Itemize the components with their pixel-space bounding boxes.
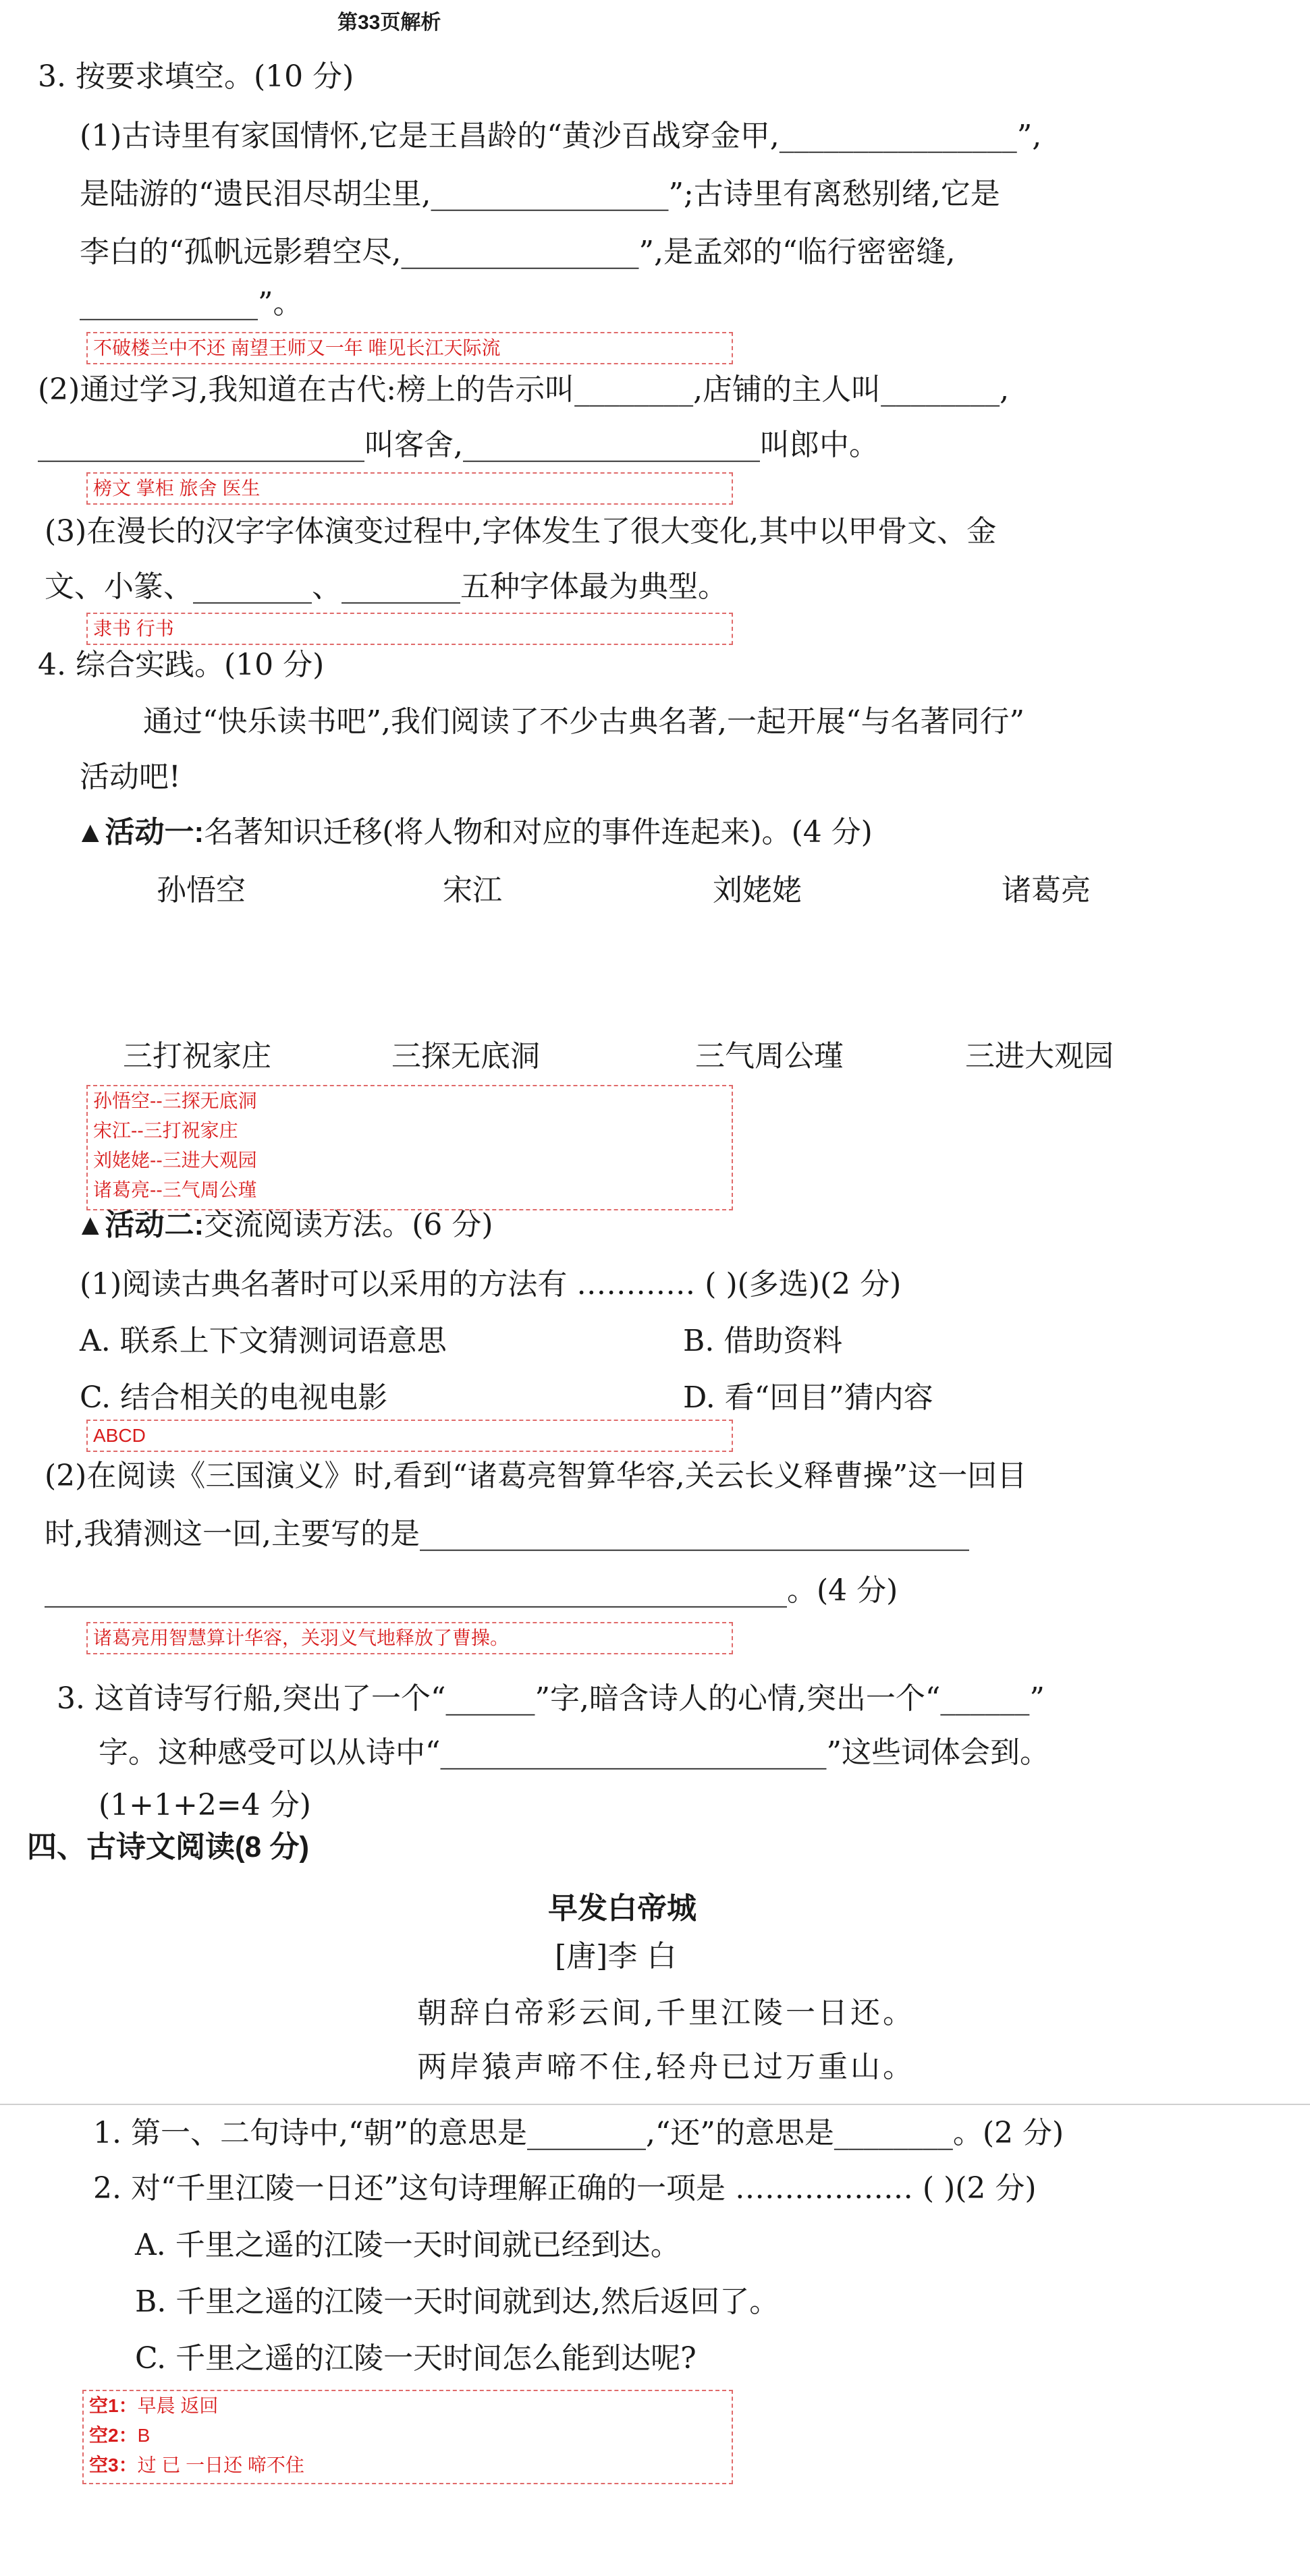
poem-option-b: B. 千里之遥的江陵一天时间就到达,然后返回了。 [135,2285,780,2319]
answer-line-3 [89,2451,726,2480]
q3-part3-line1: (3)在漫长的汉字字体演变过程中,字体发生了很大变化,其中以甲骨文、金 [45,514,997,549]
option-b: B. 借助资料 [683,1324,843,1358]
option-d: D. 看“回目”猜内容 [683,1380,933,1415]
answer-box-activity-2-2 [86,1622,733,1654]
answer-text: 榜文 掌柜 旅舍 医生 [93,478,261,499]
q4-intro-line2: 活动吧! [80,760,181,794]
activity-2-q2-line3: __________________________________________________。(4 分) [45,1573,898,1608]
activity-2-text: 交流阅读方法。(6 分) [204,1208,493,1242]
answer-text: 诸葛亮用智慧算计华容，关羽义气地释放了曹操。 [93,1627,510,1648]
poem-q1: 1. 第一、二句诗中,“朝”的意思是________,“还”的意思是________。(2 分) [93,2116,1064,2150]
activity-2-q2-line1: (2)在阅读《三国演义》时,看到“诸葛亮智算华容,关云长义释曹操”这一回目 [45,1459,1027,1493]
activity-1-text: 名著知识迁移(将人物和对应的事件连起来)。(4 分) [204,815,873,849]
activity-1-label: ▲活动一: [76,816,204,849]
answer-label: 空2： [89,2425,138,2446]
boat-q3-line3: (1+1+2=4 分) [99,1788,311,1822]
answer-box-q3-1 [86,332,733,364]
poem-line-1: 朝辞白帝彩云间,千里江陵一日还。 [417,1996,915,2030]
section-4-title: 四、古诗文阅读(8 分) [27,1830,309,1864]
answer-text: 隶书 行书 [93,618,174,639]
person-zhuge-liang: 诸葛亮 [1002,873,1091,907]
activity-2-heading [76,1205,493,1245]
answer-box-q3-3 [86,613,733,645]
poem-title: 早发白帝城 [548,1892,697,1925]
answer-line-2 [89,2421,726,2451]
answer-value: 过 已 一日还 啼不住 [137,2455,304,2475]
activity-2-label: ▲活动二: [76,1208,204,1241]
answer-box-section-4 [82,2390,733,2484]
answer-text: 不破楼兰中不还 南望王师又一年 唯见长江天际流 [93,337,501,358]
answer-line-1 [89,2391,726,2421]
person-song-jiang: 宋江 [443,873,502,907]
q3-part1-line4: ____________”。 [80,286,303,320]
q4-intro-line1: 通过“快乐读书吧”,我们阅读了不少古典名著,一起开展“与名著同行” [143,704,1025,739]
answer-line: 孙悟空--三探无底洞 [93,1090,257,1111]
q3-part3-line2: 文、小篆、________、________五种字体最为典型。 [45,569,728,604]
event-4: 三进大观园 [965,1039,1114,1073]
boat-q3-line1: 3. 这首诗写行船,突出了一个“______”字,暗含诗人的心情,突出一个“______” [57,1681,1045,1716]
q3-part2-line2: ______________________叫客舍,____________________叫郎中。 [38,428,879,462]
activity-2-q1: (1)阅读古典名著时可以采用的方法有 ………… ( )(多选)(2 分) [80,1267,902,1301]
answer-line: 宋江--三打祝家庄 [93,1120,238,1141]
event-1: 三打祝家庄 [123,1039,271,1073]
poem-option-a: A. 千里之遥的江陵一天时间就已经到达。 [135,2228,680,2262]
answer-value: B [137,2425,151,2446]
q3-part1-line1: (1)古诗里有家国情怀,它是王昌龄的“黄沙百战穿金甲,________________”, [80,119,1042,153]
boat-q3-line2: 字。这种感受可以从诗中“__________________________”这些词体会到。 [99,1735,1049,1770]
page-header: 第33页解析 [337,11,441,34]
person-liu-laolao: 刘姥姥 [713,873,802,907]
option-c: C. 结合相关的电视电影 [80,1380,388,1415]
answer-box-activity-2-1 [86,1420,733,1452]
answer-label: 空1： [89,2395,138,2416]
answer-line: 诸葛亮--三气周公瑾 [93,1179,257,1200]
q3-part2-line1: (2)通过学习,我知道在古代:榜上的告示叫________,店铺的主人叫________, [38,372,1010,407]
q3-part1-line2: 是陆游的“遗民泪尽胡尘里,________________”;古诗里有离愁别绪,它是 [80,177,1000,211]
answer-label: 空3： [89,2455,138,2475]
event-2: 三探无底洞 [391,1039,540,1073]
activity-2-q2-line2: 时,我猜测这一回,主要写的是_____________________________________ [45,1517,969,1551]
activity-1-heading [76,812,873,853]
answer-line: 刘姥姥--三进大观园 [93,1150,257,1171]
answer-box-activity-1 [86,1085,733,1210]
poem-q2: 2. 对“千里江陵一日还”这句诗理解正确的一项是 ……………… ( )(2 分) [93,2171,1037,2206]
question-3-title: 3. 按要求填空。(10 分) [38,59,354,94]
person-sun-wukong: 孙悟空 [157,873,246,907]
poem-line-2: 两岸猿声啼不住,轻舟已过万重山。 [417,2050,915,2084]
question-4-title: 4. 综合实践。(10 分) [38,648,325,682]
answer-text: ABCD [93,1425,146,1446]
divider [0,2104,1310,2105]
poem-author: [唐]李 白 [555,1939,677,1973]
event-3: 三气周公瑾 [695,1039,844,1073]
answer-value: 早晨 返回 [137,2395,219,2416]
q3-part1-line3: 李白的“孤帆远影碧空尽,________________”,是孟郊的“临行密密缝, [80,235,956,269]
poem-option-c: C. 千里之遥的江陵一天时间怎么能到达呢? [135,2341,697,2376]
option-a: A. 联系上下文猜测词语意思 [80,1324,447,1358]
answer-box-q3-2 [86,472,733,505]
